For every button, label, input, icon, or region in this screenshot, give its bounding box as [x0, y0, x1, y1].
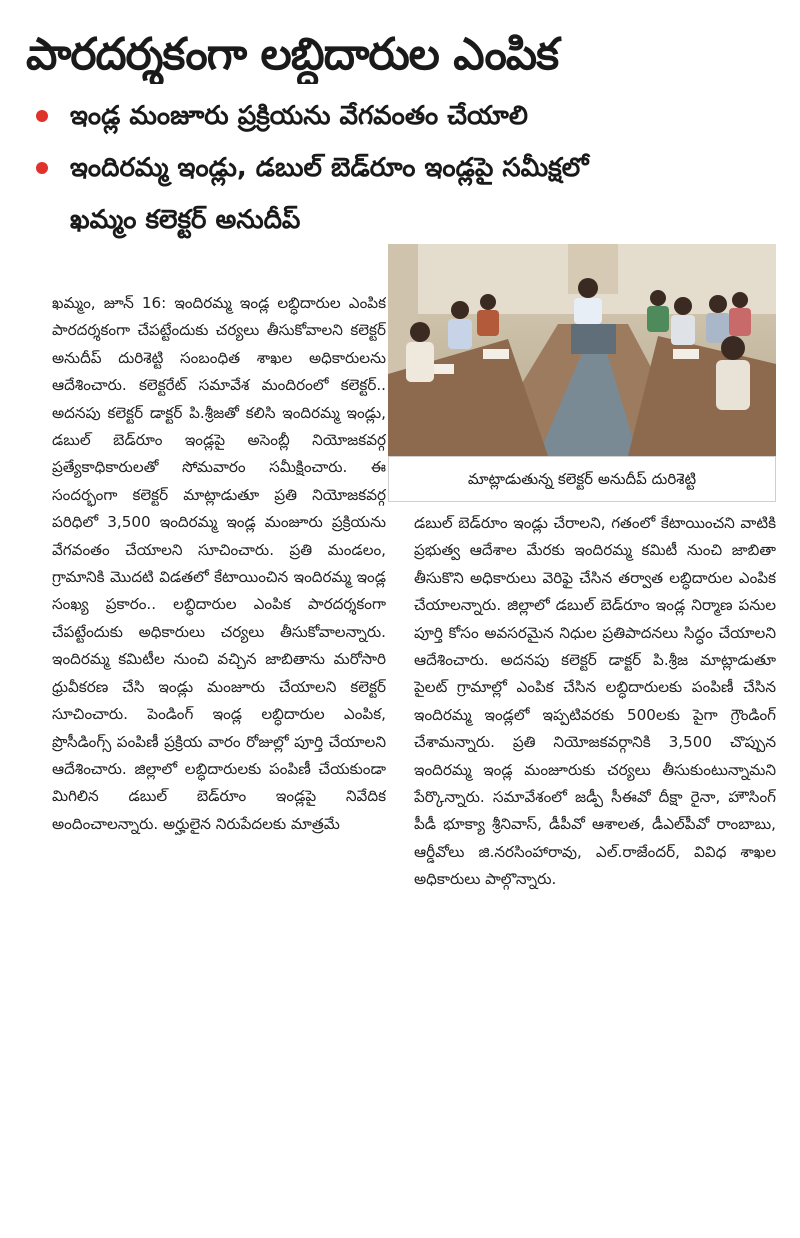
body-text: ఖమ్మం, జూన్ 16: ఇందిరమ్మ ఇండ్ల లబ్ధిదారుల ఎంపిక పారదర్శకంగా చేపట్టేందుకు చర్యలు తీసుకోవాలని కలెక్టర్ అనుదీప్ దురిశెట్టి సంబంధిత శాఖల అధికారులను ఆదేశించారు. కలెక్టరేట్ సమావేశ మందిరంలో కలెక్టర్.. అదనపు కలెక్టర్ డాక్టర్ పి.శ్రీజతో కలిసి ఇందిరమ్మ ఇండ్లు, డబుల్ బెడ్‌రూం ఇండ్లపై అసెంబ్లీ నియోజకవర్గ ప్రత్యేకాధికారులతో సోమవారం సమీక్షించారు. ఈ సందర్భంగా కలెక్టర్ మాట్లాడుతూ ప్రతి నియోజకవర్గ పరిధిలో 3,500 ఇందిరమ్మ ఇండ్ల మంజూరు ప్రక్రియను వేగవంతం చేయాలని సూచించారు. ప్రతి మండలం, గ్రామానికి మొదటి విడతలో కేటాయించిన ఇందిరమ్మ ఇండ్ల సంఖ్య ప్రకారం.. లబ్ధిదారుల ఎంపిక పారదర్శకంగా చేపట్టేందుకు అధికారులు చర్యలు తీసుకోవాలన్నారు. ఇందిరమ్మ కమిటీల నుంచి వచ్చిన జాబితాను మరోసారి ధ్రువీకరణ చేసి ఇండ్లు మంజూరు చేయాలని కలెక్టర్ సూచించారు. పెండింగ్ ఇండ్ల లబ్ధిదారుల ఎంపిక, ప్రొసీడింగ్స్ పంపిణీ ప్రక్రియ వారం రోజుల్లో పూర్తి చేయాలని ఆదేశించారు. జిల్లాలో లబ్ధిదారులకు పంపిణీ చేయకుండా మిగిలిన డబుల్ బెడ్‌రూం ఇండ్లపై నివేదిక అందించాలన్నారు. అర్హులైన నిరుపేదలకు మాత్రమే	[52, 294, 386, 833]
article-body-right-column	[414, 510, 776, 1210]
meeting-photo	[388, 244, 776, 456]
meeting-photo-illustration	[388, 244, 776, 456]
bullet-icon	[36, 162, 48, 174]
subhead-text: ఇందిరమ్మ ఇండ్లు, డబుల్ బెడ్‌రూం ఇండ్లపై సమీక్షలో	[70, 153, 589, 183]
subhead-text: ఇండ్ల మంజూరు ప్రక్రియను వేగవంతం చేయాలి	[70, 101, 528, 131]
photo-caption: మాట్లాడుతున్న కలెక్టర్ అనుదీప్ దురిశెట్టి	[388, 456, 776, 502]
photo-figure	[388, 244, 776, 504]
subhead-item	[26, 90, 780, 142]
headline: పారదర్శకంగా లబ్ధిదారుల ఎంపిక	[26, 29, 559, 80]
subhead-continuation: ఖమ్మం కలెక్టర్ అనుదీప్	[70, 205, 301, 235]
body-text: డబుల్ బెడ్‌రూం ఇండ్లు చేరాలని, గతంలో కేటాయించని వాటికి ప్రభుత్వ ఆదేశాల మేరకు ఇందిరమ్మ కమిటీ నుంచి జాబితా తీసుకొని అధికారులు వెరిఫై చేసిన తర్వాత లబ్ధిదారుల ఎంపిక చేయాలన్నారు. జిల్లాలో డబుల్ బెడ్‌రూం ఇండ్ల నిర్మాణ పనుల పూర్తి కోసం అవసరమైన నిధుల ప్రతిపాదనలు సిద్ధం చేయాలని ఆదేశించారు. అదనపు కలెక్టర్ డాక్టర్ పి.శ్రీజ మాట్లాడుతూ పైలట్ గ్రామాల్లో ఎంపిక చేసిన లబ్ధిదారులకు పంపిణీ చేసిన ఇందిరమ్మ ఇండ్లలో ఇప్పటివరకు 500లకు పైగా గ్రౌండింగ్ చేశామన్నారు. ప్రతి నియోజకవర్గానికి 3,500 చొప్పున ఇందిరమ్మ ఇండ్ల మంజూరుకు చర్యలు తీసుకుంటున్నామని పేర్కొన్నారు. సమావేశంలో జడ్పీ సీఈవో దీక్షా రైనా, హౌసింగ్ పీడీ భూక్యా శ్రీనివాస్, డీపీవో ఆశాలత, డీఎల్‌పీవో రాంబాబు, ఆర్డీవోలు జి.నరసింహారావు, ఎల్.రాజేందర్, వివిధ శాఖల అధికారులు పాల్గొన్నారు.	[414, 514, 776, 889]
bullet-icon	[36, 110, 48, 122]
article-body-left-column	[52, 290, 386, 1210]
subheadings	[26, 90, 780, 246]
subhead-item	[26, 142, 780, 194]
